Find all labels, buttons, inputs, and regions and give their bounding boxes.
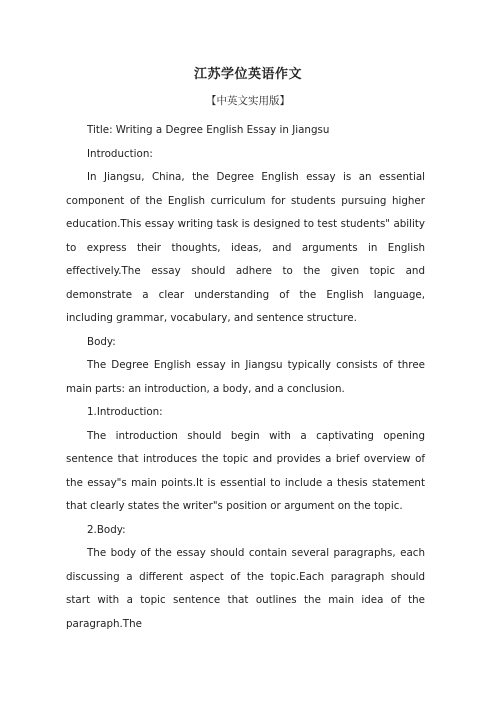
subheading-introduction: 1.Introduction: xyxy=(87,406,163,418)
paragraph-body-details: The body of the essay should contain several paragraphs, each discussing a different aspect of the topic.Each paragraph should start with a topic sentence that outlines the main idea of the paragraph.The xyxy=(66,547,425,630)
paragraph-body-overview: The Degree English essay in Jiangsu typically consists of three main parts: an introduction, a body, and a conclusion. xyxy=(66,359,425,395)
document-title: 江苏学位英语作文 xyxy=(193,67,302,82)
subheading-body: 2.Body: xyxy=(87,523,126,536)
essay-title-line: Title: Writing a Degree English Essay in Jiangsu xyxy=(87,124,330,136)
paragraph-introduction-details: The introduction should begin with a captivating opening sentence that introduces the topic and provides a brief overview of the essay"s main points.It is essential to include a thesis statement that clearly states the writer"s position or argument on the topic. xyxy=(66,429,425,512)
document-body xyxy=(66,119,425,636)
section-heading-body: Body: xyxy=(87,335,116,348)
document-subtitle: 【中英文实用版】 xyxy=(206,95,290,107)
paragraph-introduction: In Jiangsu, China, the Degree English essay is an essential component of the English curriculum for students pursuing higher education.This essay writing task is designed to test students" ability to express their thoughts, ideas, and arguments in English effectively.The essay should adhere to the given topic and demonstrate a clear understanding of the English language, including grammar, vocabulary, and sentence structure. xyxy=(66,171,425,324)
section-heading-introduction: Introduction: xyxy=(87,147,153,160)
